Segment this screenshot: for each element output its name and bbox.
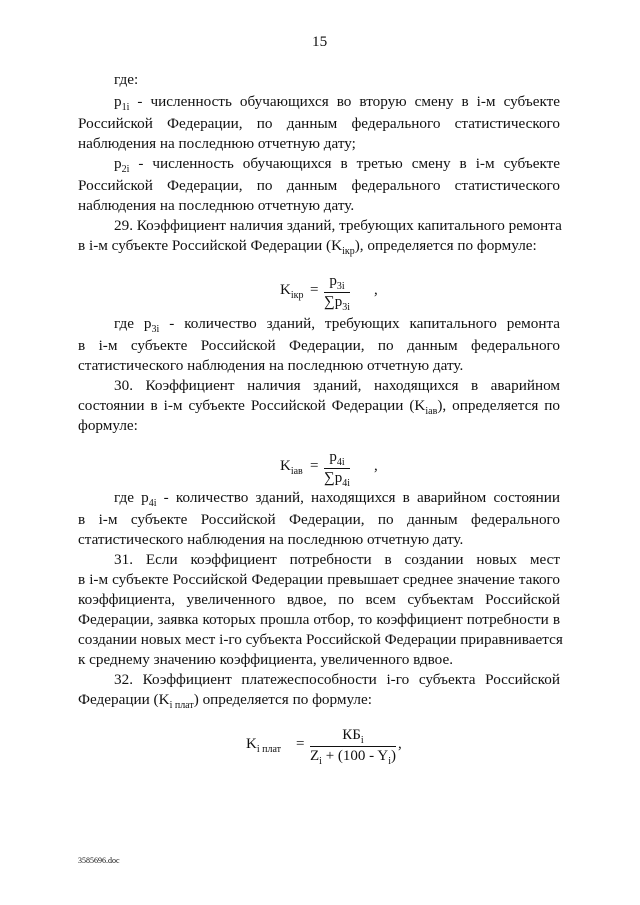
p1-definition-line3: наблюдения на последнюю отчетную дату; xyxy=(78,135,356,152)
formula-29-comma: , xyxy=(374,282,378,298)
item30-def-line1: где $p_{4i}$ - количество зданий, находящихся в аварийном состоянии xyxy=(114,489,561,509)
item30-line2: состоянии в i-м субъекте Российской Федерации $(K_{iав})$, определяется по xyxy=(78,397,560,417)
formula-32-numerator: $КБ_i$ xyxy=(310,726,396,747)
p2-symbol: $p_{2i}$ xyxy=(114,155,130,175)
formula-30-lhs: $K_{iав}$ xyxy=(280,458,303,477)
p2-definition-line2: Российской Федерации, по данным федерального статистического xyxy=(78,177,560,194)
item30-def-line3: статистического наблюдения на последнюю отчетную дату. xyxy=(78,531,464,548)
item30-line1: 30. Коэффициент наличия зданий, находящихся в аварийном xyxy=(114,377,560,394)
item29-def-line1: где $p_{3i}$ - количество зданий, требующих капитального ремонта xyxy=(114,315,561,335)
item31-line3: коэффициента, увеличенного вдвое, по всем субъектам Российской xyxy=(78,591,560,608)
formula-29-lhs: $K_{iкр}$ xyxy=(280,282,304,301)
p1-definition-text: - численность обучающихся во вторую смену в i-м субъекте xyxy=(137,93,561,110)
item29-line2: в i-м субъекте Российской Федерации $(K_{iкр})$, определяется по формуле: xyxy=(78,237,537,257)
formula-32-equals: = xyxy=(296,736,305,752)
item31-line5: создании новых мест i-го субъекта Российской Федерации приравнивается xyxy=(78,631,563,648)
p1-definition-line1 xyxy=(114,92,560,114)
footer-filename: 3585696.doc xyxy=(78,856,120,865)
p4-symbol: $p_{4i}$ xyxy=(141,489,157,509)
formula-30-fraction xyxy=(324,448,350,489)
formula-32-denominator: $Z_i + (100 - Y_i)$ xyxy=(310,748,396,767)
item29-line1: 29. Коэффициент наличия зданий, требующих капитального ремонта xyxy=(114,217,562,234)
item29-def-line3: статистического наблюдения на последнюю отчетную дату. xyxy=(78,357,464,374)
formula-29-equals: = xyxy=(310,282,319,298)
p2-definition-line1 xyxy=(114,154,560,176)
formula-32-fraction xyxy=(310,726,396,767)
p1-symbol: $p_{1i}$ xyxy=(114,93,130,113)
p2-definition-line3: наблюдения на последнюю отчетную дату. xyxy=(78,197,355,214)
item29-def-line2: в i-м субъекте Российской Федерации, по данным федерального xyxy=(78,337,560,354)
formula-30-comma: , xyxy=(374,458,378,474)
p2-definition-text: - численность обучающихся в третью смену в i-м субъекте xyxy=(138,155,561,172)
item31-line1: 31. Если коэффициент потребности в создании новых мест xyxy=(114,551,560,568)
p3-symbol: $p_{3i}$ xyxy=(143,315,160,335)
item30-line3: формуле: xyxy=(78,417,138,434)
formula-32-lhs: $K_{i плат}$ xyxy=(246,736,282,755)
item32-line1: 32. Коэффициент платежеспособности i-го субъекта Российской xyxy=(114,671,560,688)
formula-29-numerator: $p_{3i}$ xyxy=(324,272,350,293)
formula-30-numerator: $p_{4i}$ xyxy=(324,448,350,469)
item32-line2: Федерации $(K_{i плат})$ определяется по формуле: xyxy=(78,691,372,711)
formula-32-comma: , xyxy=(398,736,402,752)
item31-line4: Федерации, заявка которых прошла отбор, то коэффициент потребности в xyxy=(78,611,560,628)
formula-29-fraction xyxy=(324,272,350,313)
where-intro: где: xyxy=(114,71,139,88)
page-number: 15 xyxy=(312,33,328,50)
item30-def-line2: в i-м субъекте Российской Федерации, по данным федерального xyxy=(78,511,560,528)
p1-definition-line2: Российской Федерации, по данным федерального статистического xyxy=(78,115,560,132)
item31-line2: в i-м субъекте Российской Федерации превышает среднее значение такого xyxy=(78,571,560,588)
formula-29-denominator: $\sum p_{3i}$ xyxy=(324,294,350,313)
formula-30-equals: = xyxy=(310,458,319,474)
formula-30-denominator: $\sum p_{4i}$ xyxy=(324,470,350,489)
item31-line6: к среднему значению коэффициента, увеличенного вдвое. xyxy=(78,651,453,668)
